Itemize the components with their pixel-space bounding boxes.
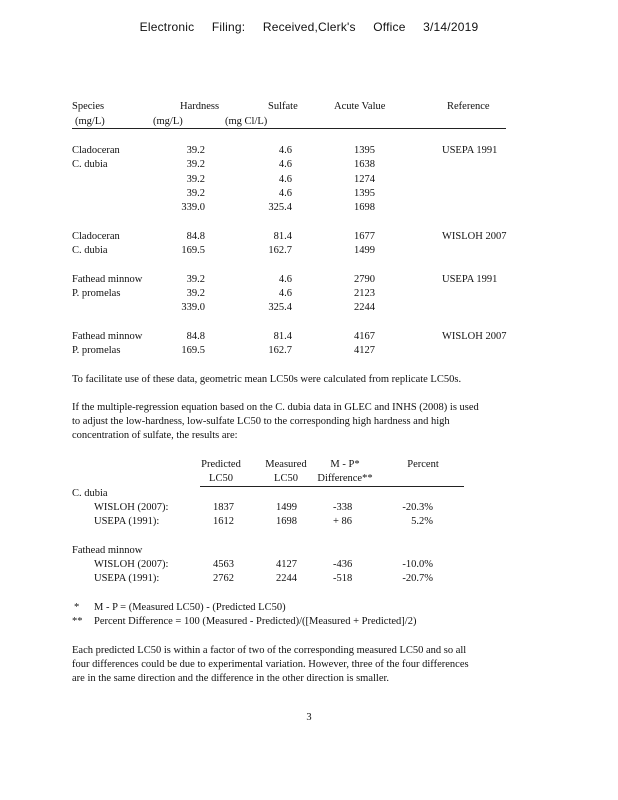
- hardness-cell: 39.2: [186, 274, 205, 285]
- measured-cell: 4127: [276, 559, 297, 570]
- species-cell: P. promelas: [72, 288, 121, 299]
- table-row: [0, 516, 618, 530]
- sulfate-cell: 4.6: [278, 274, 292, 285]
- predicted-cell: 1612: [213, 516, 234, 527]
- paragraph-geometric-mean: To facilitate use of these data, geometric mean LC50s were calculated from replicate LC50s.: [72, 374, 462, 385]
- reference-cell: WISLOH 2007: [442, 231, 507, 242]
- table-row: [0, 159, 618, 173]
- hardness-cell: 339.0: [181, 202, 205, 213]
- hardness-cell: 339.0: [181, 302, 205, 313]
- paragraph-line: Each predicted LC50 is within a factor of two of the corresponding measured LC50 and so all: [72, 645, 467, 656]
- hardness-cell: 169.5: [181, 245, 205, 256]
- sulfate-cell: 325.4: [268, 202, 292, 213]
- predicted-cell: 2762: [213, 573, 234, 584]
- col-header-species: Species: [72, 101, 105, 112]
- hardness-cell: 39.2: [186, 145, 205, 156]
- source-cell: WISLOH (2007):: [94, 502, 169, 513]
- unit-label: (mg/L): [153, 116, 183, 127]
- col-header-acute-value: Acute Value: [334, 101, 386, 112]
- col-header-hardness: Hardness: [180, 101, 220, 112]
- paragraph-line: to adjust the low-hardness, low-sulfate LC50 to the corresponding high hardness and high: [72, 416, 450, 427]
- header-word: 3/14/2019: [423, 20, 479, 34]
- table-row: [0, 202, 618, 216]
- measured-cell: 1499: [276, 502, 297, 513]
- species-cell: Fathead minnow: [72, 331, 143, 342]
- table-row: [0, 145, 618, 159]
- sulfate-cell: 4.6: [278, 145, 292, 156]
- table-row: [0, 573, 618, 587]
- col-header-difference: Difference**: [317, 473, 373, 484]
- sulfate-cell: 4.6: [278, 159, 292, 170]
- col-header-sulfate: Sulfate: [268, 101, 298, 112]
- acute-value-cell: 1677: [354, 231, 375, 242]
- paragraph-line: concentration of sulfate, the results are:: [72, 430, 238, 441]
- source-cell: WISLOH (2007):: [94, 559, 169, 570]
- hardness-cell: 39.2: [186, 159, 205, 170]
- source-cell: USEPA (1991):: [94, 573, 160, 584]
- header-word: Electronic: [139, 20, 195, 34]
- species-cell: Cladoceran: [72, 231, 120, 242]
- table-row: [0, 231, 618, 245]
- table-row: [0, 559, 618, 573]
- predicted-cell: 4563: [213, 559, 234, 570]
- source-cell: USEPA (1991):: [94, 516, 160, 527]
- col-header-measured-unit: LC50: [274, 473, 298, 484]
- footnote-mark: **: [72, 616, 83, 627]
- acute-value-cell: 1395: [354, 145, 375, 156]
- species-cell: Cladoceran: [72, 145, 120, 156]
- acute-value-cell: 2244: [354, 302, 375, 313]
- sulfate-cell: 81.4: [273, 331, 292, 342]
- sulfate-cell: 4.6: [278, 188, 292, 199]
- percent-cell: -20.3%: [402, 502, 433, 513]
- percent-cell: -20.7%: [402, 573, 433, 584]
- percent-cell: 5.2%: [411, 516, 433, 527]
- difference-cell: -436: [333, 559, 353, 570]
- table-row: [0, 502, 618, 516]
- col-header-predicted: Predicted: [201, 459, 241, 470]
- reference-cell: USEPA 1991: [442, 274, 498, 285]
- col-header-reference: Reference: [447, 101, 490, 112]
- col-header-predicted-unit: LC50: [209, 473, 233, 484]
- hardness-cell: 39.2: [186, 188, 205, 199]
- species-cell: C. dubia: [72, 245, 108, 256]
- hardness-cell: 84.8: [186, 231, 205, 242]
- predicted-cell: 1837: [213, 502, 234, 513]
- footnote-mark: *: [74, 602, 80, 613]
- hardness-cell: 84.8: [186, 331, 205, 342]
- acute-value-cell: 4127: [354, 345, 375, 356]
- sulfate-cell: 162.7: [268, 345, 292, 356]
- measured-cell: 2244: [276, 573, 297, 584]
- sulfate-cell: 4.6: [278, 174, 292, 185]
- table-row: [0, 188, 618, 202]
- species-cell: Fathead minnow: [72, 274, 143, 285]
- unit-label: (mg Cl/L): [225, 116, 268, 127]
- table-row: [0, 345, 618, 359]
- table-row: [0, 174, 618, 188]
- acute-value-cell: 4167: [354, 331, 375, 342]
- footnote-text: M - P = (Measured LC50) - (Predicted LC50): [94, 602, 286, 613]
- col-header-m-minus-p: M - P*: [330, 459, 360, 470]
- acute-value-cell: 1638: [354, 159, 375, 170]
- table-row: [0, 245, 618, 259]
- col-header-percent: Percent: [407, 459, 439, 470]
- page-number: 3: [306, 712, 312, 723]
- header-word: Office: [373, 20, 406, 34]
- acute-value-cell: 2790: [354, 274, 375, 285]
- paragraph-line: If the multiple-regression equation based on the C. dubia data in GLEC and INHS (2008) is used: [72, 402, 479, 413]
- footnote-text: Percent Difference = 100 (Measured - Predicted)/([Measured + Predicted]/2): [94, 616, 417, 627]
- table-row: [0, 302, 618, 316]
- paragraph-line: four differences could be due to experimental variation. However, three of the four differences: [72, 659, 469, 670]
- table-row: [0, 288, 618, 302]
- reference-cell: USEPA 1991: [442, 145, 498, 156]
- acute-value-cell: 1395: [354, 188, 375, 199]
- header-word: Received,Clerk's: [262, 20, 356, 34]
- sulfate-cell: 162.7: [268, 245, 292, 256]
- header-rule: [72, 128, 506, 129]
- hardness-cell: 39.2: [186, 174, 205, 185]
- acute-value-cell: 1698: [354, 202, 375, 213]
- measured-cell: 1698: [276, 516, 297, 527]
- unit-label: (mg/L): [75, 116, 105, 127]
- table-row: [0, 331, 618, 345]
- difference-cell: + 86: [333, 516, 353, 527]
- sulfate-cell: 325.4: [268, 302, 292, 313]
- acute-value-cell: 2123: [354, 288, 375, 299]
- header-word: Filing:: [211, 20, 246, 34]
- hardness-cell: 39.2: [186, 288, 205, 299]
- group-label: Fathead minnow: [72, 545, 143, 556]
- acute-value-cell: 1499: [354, 245, 375, 256]
- species-cell: P. promelas: [72, 345, 121, 356]
- paragraph-line: are in the same direction and the difference in the other direction is smaller.: [72, 673, 390, 684]
- species-cell: C. dubia: [72, 159, 108, 170]
- hardness-cell: 169.5: [181, 345, 205, 356]
- reference-cell: WISLOH 2007: [442, 331, 507, 342]
- header-rule: [200, 486, 464, 487]
- group-label: C. dubia: [72, 488, 108, 499]
- difference-cell: -518: [333, 573, 353, 584]
- difference-cell: -338: [333, 502, 353, 513]
- acute-value-cell: 1274: [354, 174, 375, 185]
- sulfate-cell: 4.6: [278, 288, 292, 299]
- table-row: [0, 274, 618, 288]
- col-header-measured: Measured: [265, 459, 307, 470]
- filing-header: [0, 20, 618, 34]
- percent-cell: -10.0%: [402, 559, 433, 570]
- sulfate-cell: 81.4: [273, 231, 292, 242]
